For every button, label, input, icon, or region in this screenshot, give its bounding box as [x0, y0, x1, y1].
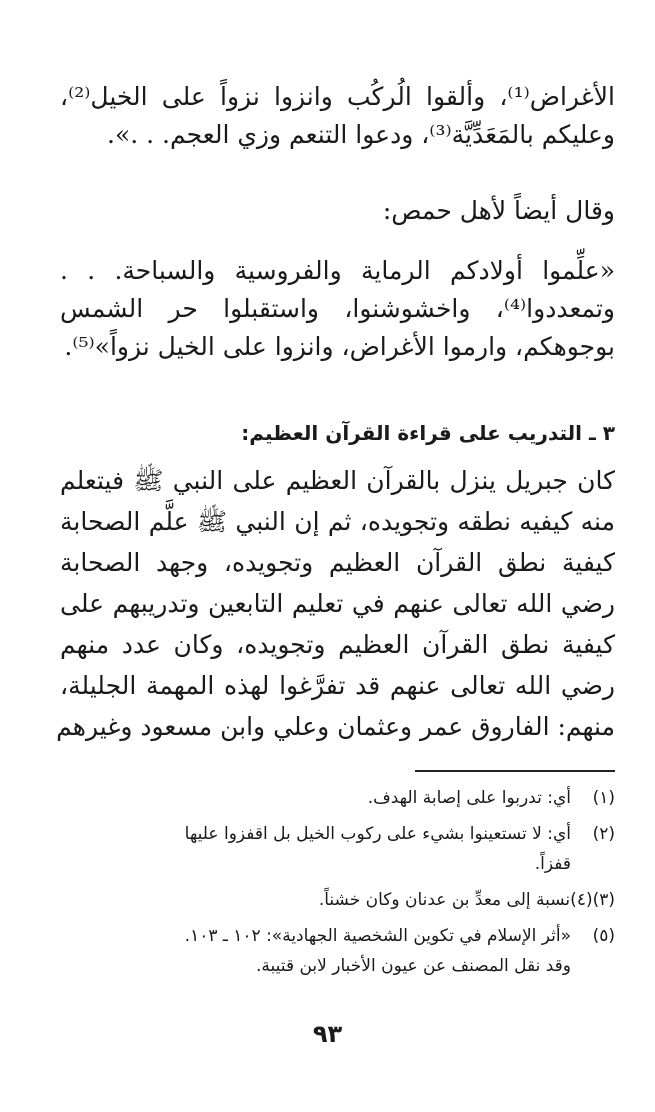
- text-line: كيفية نطق القرآن العظيم وتجويده، وجهد الصحابة: [60, 548, 615, 577]
- footnote-line: نسبة إلى معدِّ بن عدنان وكان خشناً.: [318, 890, 571, 910]
- footnote-text: [60, 819, 571, 879]
- footnote-number: (٣)(٤): [570, 890, 615, 910]
- footnotes: [60, 783, 615, 987]
- paragraph-2: [60, 192, 615, 230]
- footnote-text: [60, 921, 571, 981]
- footnote-number: (٥): [592, 926, 615, 946]
- text-line: وتمعددوا⁽⁴⁾، واخشوشنوا، واستقبلوا حر الشمس: [60, 294, 615, 323]
- footnote: [60, 885, 615, 915]
- paragraph-3: [60, 252, 615, 366]
- footnote-text: [60, 885, 570, 915]
- footnote-separator: [415, 770, 615, 772]
- footnote-line: أي: لا تستعينوا بشيء على ركوب الخيل بل اقفزوا عليها: [184, 824, 571, 844]
- paragraph-4: [56, 460, 615, 747]
- text-line: منهم: الفاروق عمر وعثمان وعلي وابن مسعود وغيرهم: [56, 712, 615, 741]
- text-line: رضي الله تعالى عنهم قد تفرَّغوا لهذه المهمة الجليلة،: [60, 671, 615, 700]
- text-line: وعليكم بالمَعَدِّيَّة⁽³⁾، ودعوا التنعم وزي العجم. . .».: [107, 120, 615, 149]
- text-line: بوجوهكم، وارموا الأغراض، وانزوا على الخيل نزواً»⁽⁵⁾.: [64, 332, 615, 361]
- section-heading: ٣ ـ التدريب على قراءة القرآن العظيم:: [241, 421, 615, 445]
- text-line: الأغراض⁽¹⁾، وألقوا الُركُب وانزوا نزواً على الخيل⁽²⁾،: [60, 82, 615, 111]
- footnote-line: وقد نقل المصنف عن عيون الأخبار لابن قتيبة.: [256, 956, 571, 976]
- footnote-line: «أثر الإسلام في تكوين الشخصية الجهادية»: ١٠٢ ـ ١٠٣.: [184, 926, 571, 946]
- page-number: ٩٣: [312, 1020, 343, 1048]
- paragraph-1: [60, 78, 615, 154]
- text-line: «علِّموا أولادكم الرماية والفروسية والسباحة. . .: [60, 256, 615, 285]
- footnote: [60, 819, 615, 879]
- footnote-number: (٢): [592, 824, 615, 844]
- text-line: كان جبريل ينزل بالقرآن العظيم على النبي ﷺ فيتعلم: [60, 466, 615, 495]
- text-line: منه كيفيه نطقه وتجويده، ثم إن النبي ﷺ علَّم الصحابة: [60, 507, 615, 536]
- text-line: وقال أيضاً لأهل حمص:: [382, 196, 615, 225]
- footnote-text: [60, 783, 571, 813]
- footnote-line: أي: تدربوا على إصابة الهدف.: [367, 788, 571, 808]
- footnote: [60, 783, 615, 813]
- text-line: كيفية نطق القرآن العظيم وتجويده، وكان عدد منهم: [60, 630, 615, 659]
- footnote-number: (١): [592, 788, 615, 808]
- text-line: رضي الله تعالى عنهم في تعليم التابعين وتدريبهم على: [60, 589, 615, 618]
- footnote: [60, 921, 615, 981]
- footnote-line: قفزاً.: [534, 854, 571, 874]
